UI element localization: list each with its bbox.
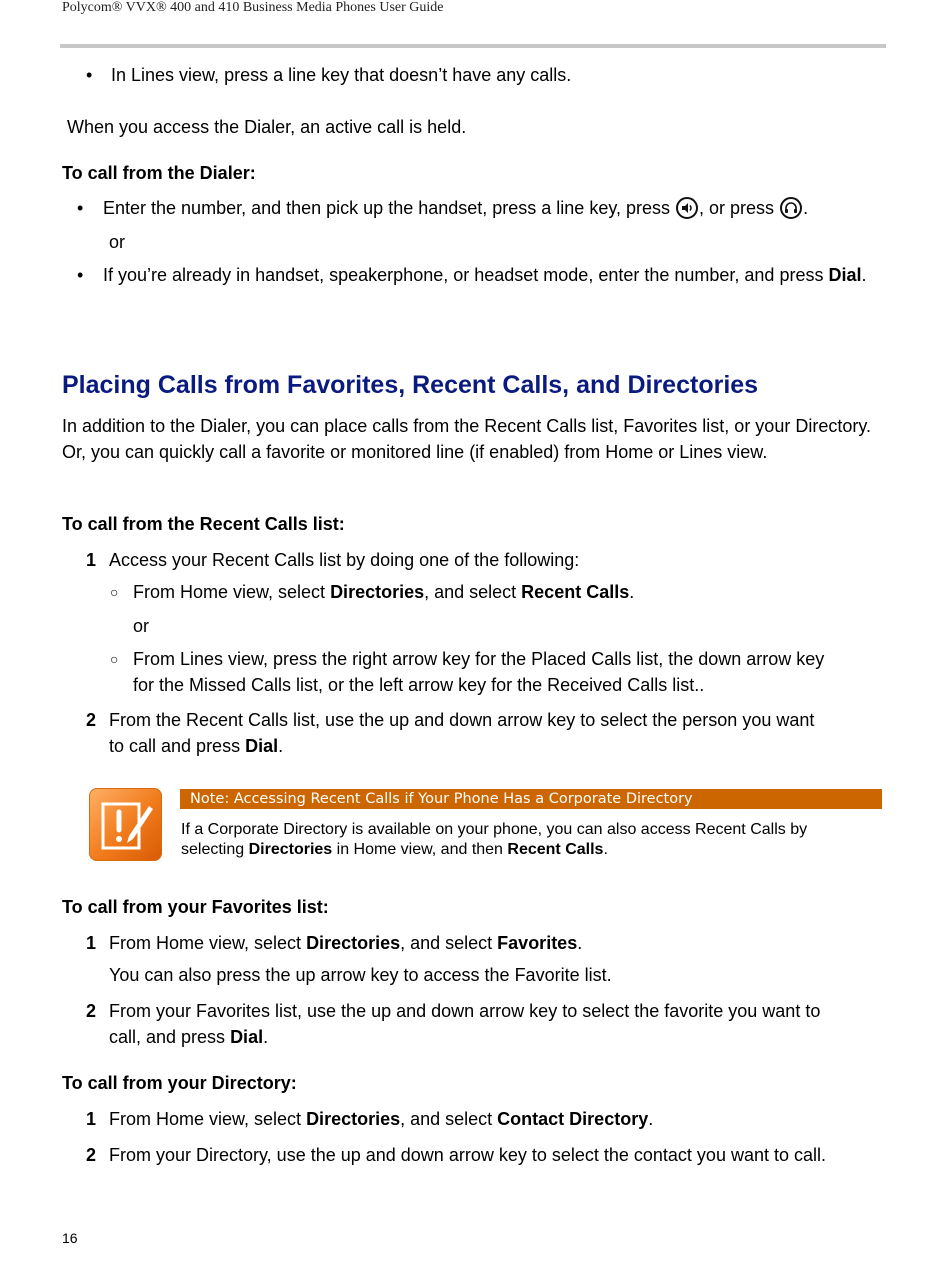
text: selecting bbox=[181, 841, 249, 858]
favorites-heading: To call from your Favorites list: bbox=[62, 897, 329, 917]
period: . bbox=[648, 1109, 654, 1129]
dialer-held-note: When you access the Dialer, an active call is held. bbox=[67, 117, 467, 137]
text: From Home view, select bbox=[109, 933, 307, 953]
note-line-2 bbox=[181, 840, 881, 860]
period: . bbox=[278, 736, 284, 756]
text: From Home view, select bbox=[133, 582, 331, 602]
recent-calls-keyword: Recent Calls bbox=[507, 841, 604, 858]
lines-view-bullet: In Lines view, press a line key that doesn’t have any calls. bbox=[111, 65, 572, 85]
directories-keyword: Directories bbox=[306, 933, 401, 953]
bullet-dot: • bbox=[77, 198, 84, 218]
period: . bbox=[861, 265, 867, 285]
dial-keyword: Dial bbox=[245, 736, 279, 756]
text: call, and press bbox=[109, 1027, 231, 1047]
step-number: 2 bbox=[86, 710, 97, 730]
circle-bullet: ○ bbox=[110, 584, 119, 600]
text: , and select bbox=[400, 933, 498, 953]
period: . bbox=[263, 1027, 269, 1047]
dial-keyword: Dial bbox=[828, 265, 862, 285]
note-line-1: If a Corporate Directory is available on your phone, you can also access Recent Calls by bbox=[181, 821, 808, 838]
dial-keyword: Dial bbox=[230, 1027, 264, 1047]
text: , and select bbox=[400, 1109, 498, 1129]
dialer-step-1-or: , or press bbox=[699, 198, 775, 218]
directories-keyword: Directories bbox=[306, 1109, 401, 1129]
recent-step-2-line1: From the Recent Calls list, use the up and down arrow key to select the person you want bbox=[109, 710, 815, 730]
contact-directory-keyword: Contact Directory bbox=[497, 1109, 649, 1129]
note-body bbox=[181, 820, 881, 860]
text: , and select bbox=[424, 582, 522, 602]
period: . bbox=[577, 933, 583, 953]
headset-key-icon bbox=[780, 197, 802, 219]
step-number: 2 bbox=[86, 1001, 97, 1021]
dialer-step-1-end: . bbox=[803, 198, 809, 218]
directory-step-1 bbox=[109, 1106, 653, 1132]
speakerphone-key-icon bbox=[676, 197, 698, 219]
running-header: Polycom® VVX® 400 and 410 Business Media Phones User Guide bbox=[62, 0, 444, 15]
recent-heading: To call from the Recent Calls list: bbox=[62, 514, 345, 534]
favorites-step-1 bbox=[109, 930, 582, 956]
favorites-step-2-line1: From your Favorites list, use the up and down arrow key to select the favorite you want to bbox=[109, 1001, 821, 1021]
dialer-step-1 bbox=[103, 195, 808, 221]
dialer-step-2-text: If you’re already in handset, speakerphone, or headset mode, enter the number, and press bbox=[103, 265, 824, 285]
recent-step-1b-line1: From Lines view, press the right arrow key for the Placed Calls list, the down arrow key bbox=[133, 649, 825, 669]
note-title: Note: Accessing Recent Calls if Your Phone Has a Corporate Directory bbox=[190, 791, 693, 807]
section-title: Placing Calls from Favorites, Recent Calls, and Directories bbox=[62, 371, 759, 399]
text: From Home view, select bbox=[109, 1109, 307, 1129]
circle-bullet: ○ bbox=[110, 651, 119, 667]
note-icon bbox=[89, 788, 162, 861]
recent-step-2-line2 bbox=[109, 733, 283, 759]
period: . bbox=[603, 841, 608, 858]
favorites-keyword: Favorites bbox=[497, 933, 578, 953]
recent-step-1b-line2: for the Missed Calls list, or the left arrow key for the Received Calls list.. bbox=[133, 675, 705, 695]
section-intro: In addition to the Dialer, you can place calls from the Recent Calls list, Favorites list, or your Directory. Or, you can quickly call a favorite or monitored line (if enabled) from Home or Lines view. bbox=[62, 416, 871, 462]
recent-calls-keyword: Recent Calls bbox=[521, 582, 630, 602]
directories-keyword: Directories bbox=[248, 841, 333, 858]
text: in Home view, and then bbox=[332, 841, 508, 858]
bullet-dot: • bbox=[77, 265, 84, 285]
step-number: 2 bbox=[86, 1145, 97, 1165]
recent-or: or bbox=[133, 616, 150, 636]
step-number: 1 bbox=[86, 933, 97, 953]
page-number: 16 bbox=[62, 1230, 78, 1246]
step-number: 1 bbox=[86, 1109, 97, 1129]
directories-keyword: Directories bbox=[330, 582, 425, 602]
recent-step-1a bbox=[133, 579, 634, 605]
favorites-step-2-line2 bbox=[109, 1024, 268, 1050]
dialer-step-2 bbox=[103, 262, 893, 288]
favorites-step-1-extra: You can also press the up arrow key to access the Favorite list. bbox=[109, 965, 612, 985]
dialer-heading: To call from the Dialer: bbox=[62, 163, 256, 183]
step-number: 1 bbox=[86, 550, 97, 570]
bullet-dot: • bbox=[86, 65, 93, 85]
directory-heading: To call from your Directory: bbox=[62, 1073, 297, 1093]
period: . bbox=[629, 582, 635, 602]
header-rule bbox=[60, 44, 886, 48]
dialer-step-1-text: Enter the number, and then pick up the handset, press a line key, press bbox=[103, 198, 671, 218]
directory-step-2: From your Directory, use the up and down arrow key to select the contact you want to call. bbox=[109, 1145, 827, 1165]
recent-step-1: Access your Recent Calls list by doing one of the following: bbox=[109, 550, 580, 570]
text: to call and press bbox=[109, 736, 246, 756]
dialer-or: or bbox=[109, 232, 126, 252]
